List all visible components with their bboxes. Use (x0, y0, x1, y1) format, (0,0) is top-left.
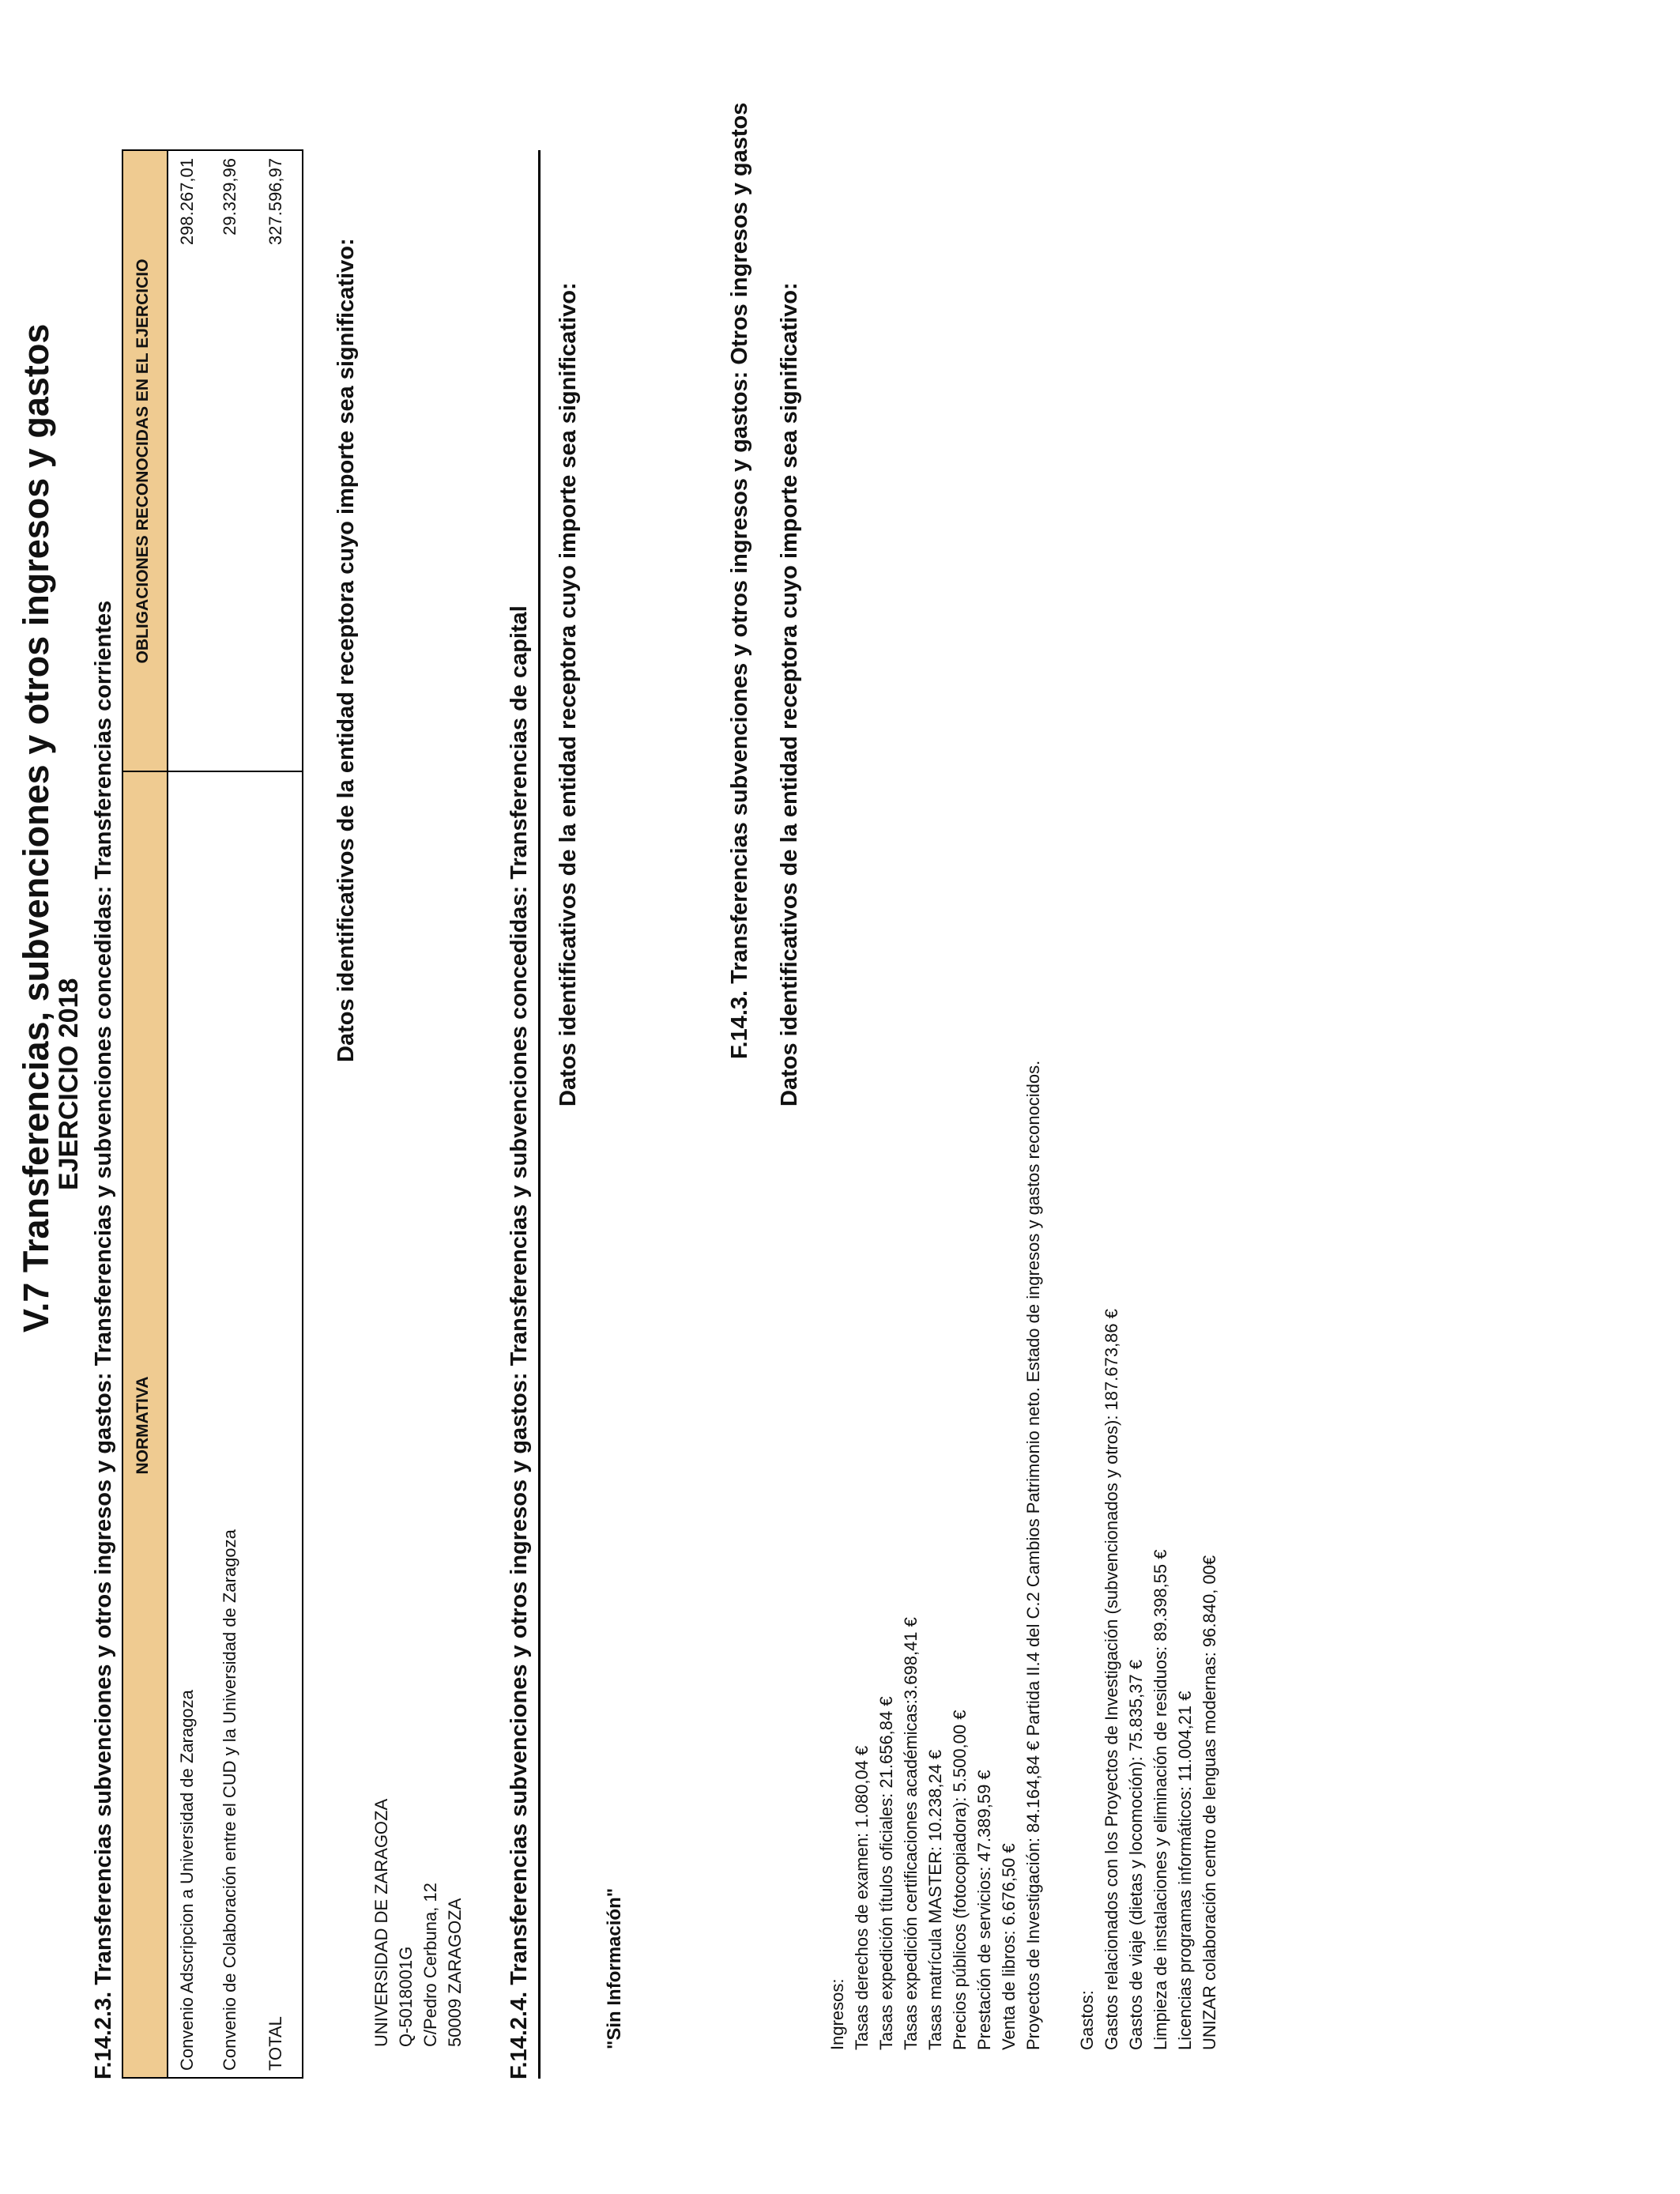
table-row-normativa: Convenio de Colaboración entre el CUD y la Universidad de Zaragoza (220, 1529, 239, 2071)
receptor-line: 50009 ZARAGOZA (445, 1898, 465, 2047)
list-item: Proyectos de Investigación: 84.164,84 € Partida II.4 del C.2 Cambios Patrimonio neto. Estado de ingresos y gastos reconocidos. (1023, 1060, 1043, 2050)
table-header-normativa: NORMATIVA (122, 772, 167, 2079)
list-item: Licencias programas informáticos: 11.004,21 € (1175, 1691, 1195, 2050)
list-item: Ingresos: (827, 1978, 847, 2050)
receptor-line: UNIVERSIDAD DE ZARAGOZA (371, 1798, 391, 2047)
table-row-normativa: Convenio Adscripcion a Universidad de Zaragoza (177, 1690, 197, 2071)
ingresos-list (825, 1061, 1045, 2050)
receptor-heading-f1424: Datos identificativos de la entidad receptora cuyo importe sea significativo: (556, 282, 581, 1106)
list-item: Tasas derechos de examen: 1.080,04 € (852, 1745, 872, 2050)
list-item: Precios públicos (fotocopiadora): 5.500,00 € (950, 1710, 970, 2050)
receptor-line: Q-5018001G (396, 1946, 416, 2047)
receptor-address (369, 1799, 467, 2047)
list-item: Gastos: (1077, 1990, 1097, 2050)
table-row-total-importe: 327.596,97 (266, 158, 285, 246)
receptor-heading-f143: Datos identificativos de la entidad receptora cuyo importe sea significativo: (777, 282, 802, 1106)
list-item: Gastos de viaje (dietas y locomoción): 75.835,37 € (1126, 1659, 1146, 2050)
section-rule (538, 150, 541, 2079)
table-border (122, 150, 123, 2079)
list-item: UNIZAR colaboración centro de lenguas modernas: 96.840, 00€ (1200, 1555, 1219, 2050)
section-heading-f1424: F.14.2.4. Transferencias subvenciones y otros ingresos y gastos: Transferencias y subvenciones concedidas: Transferencias de capital (507, 605, 532, 2079)
list-item: Tasas expedición títulos oficiales: 21.656,84 € (876, 1696, 896, 2050)
table-border (167, 150, 168, 2079)
page-title: V.7 Transferencias, subvenciones y otros ingresos y gastos (16, 323, 56, 1333)
list-item: Limpieza de instalaciones y eliminación de residuos: 89.398,55 € (1151, 1549, 1170, 2050)
receptor-heading-f1423: Datos identificativos de la entidad receptora cuyo importe sea significativo: (333, 238, 359, 1062)
section-heading-f1423: F.14.2.3. Transferencias subvenciones y otros ingresos y gastos: Transferencias y subvenciones concedidas: Transferencias corrientes (91, 600, 116, 2079)
table-border (302, 150, 303, 2079)
table-header-obligaciones: OBLIGACIONES RECONOCIDAS EN EL EJERCICIO (122, 150, 167, 772)
gastos-list (1075, 1309, 1222, 2050)
list-item: Venta de libros: 6.676,50 € (999, 1843, 1019, 2050)
sin-informacion: "Sin Información" (604, 1887, 625, 2049)
receptor-line: C/Pedro Cerbuna, 12 (420, 1883, 440, 2047)
table-row-importe: 29.329,96 (220, 158, 239, 236)
list-item: Tasas matrícula MASTER: 10.238,24 € (925, 1749, 945, 2050)
page-subtitle: EJERCICIO 2018 (54, 978, 84, 1190)
list-item: Gastos relacionados con los Proyectos de Investigación (subvencionados y otros): 187.673,86 € (1102, 1309, 1121, 2050)
table-border (122, 2077, 303, 2079)
list-item: Prestación de servicios: 47.389,59 € (974, 1770, 994, 2050)
table-border (122, 771, 303, 772)
table-row-total-label: TOTAL (266, 2016, 285, 2071)
table-border (122, 149, 303, 151)
table-row-importe: 298.267,01 (177, 158, 197, 246)
section-heading-f143: F.14.3. Transferencias subvenciones y otros ingresos y gastos: Otros ingresos y gastos (727, 102, 752, 1059)
list-item: Tasas expedición certificaciones académicas:3.698,41 € (901, 1617, 921, 2050)
